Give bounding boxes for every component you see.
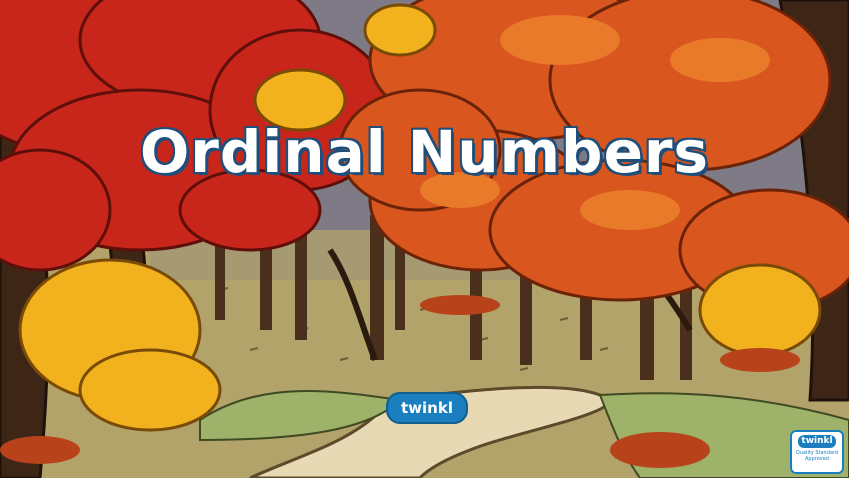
twinkl-logo: twinkl [386,392,468,424]
quality-standard-badge [790,430,844,474]
badge-line-1: Quality Standard [795,450,839,456]
badge-line-2: Approved [805,456,829,462]
badge-logo: twinkl [798,435,836,448]
page-title: Ordinal Numbers [139,118,710,186]
